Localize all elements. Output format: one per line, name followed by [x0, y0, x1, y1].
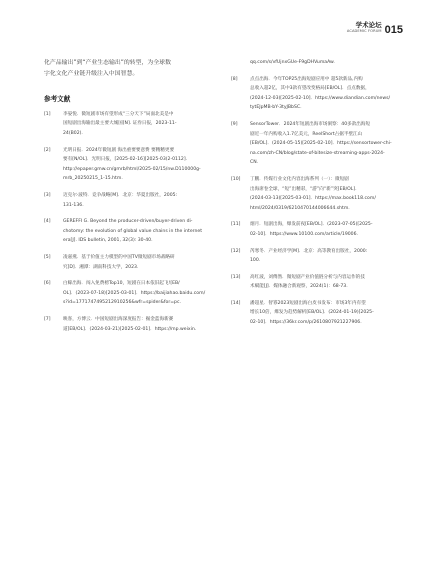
reference-line: 道[EB/OL]．(2024-03-21)[2025-02-01]．https://mp.weixin.	[63, 326, 197, 332]
reference-list-right	[231, 58, 391, 328]
reference-line: 02-10]．https://www.10100.com/article/19006.	[250, 231, 358, 237]
reference-line: tytEJpMB-bY-3tyJBbSC.	[250, 105, 302, 111]
reference-line: mrb_20250215_1-15.htm.	[63, 176, 123, 182]
reference-text	[250, 247, 391, 266]
column-title	[347, 22, 382, 34]
reference-line: http://epaper.gmw.cn/gmrb/html/2025-02/15/nw.D110000g-	[63, 166, 201, 172]
reference-number: [12]	[231, 248, 241, 254]
reference-line: 出海席卷全球，“短”出精彩，“游”向“新”突[EB/OL].	[250, 186, 357, 192]
column-title-en: ACADEMIC FORUM	[346, 29, 382, 33]
reference-number: [11]	[231, 222, 241, 228]
reference-item	[44, 253, 204, 272]
intro-line: 化产品输出”到“产业生态输出”的转型，为全球数	[44, 60, 171, 66]
reference-item	[231, 58, 391, 68]
reference-line: 100.	[250, 258, 261, 264]
reference-line: 光明日报．2024年微短剧 海出重要要意费 要精精更要	[63, 147, 175, 153]
reference-line: qq.com/s/vfUjnxGUe-F9gDHVumaAw.	[250, 60, 335, 65]
reference-number: [13]	[231, 274, 241, 280]
reference-line: chotomy: the evolution of global value chains in the internet	[63, 228, 202, 234]
reference-text	[63, 253, 204, 272]
reference-text	[250, 75, 391, 113]
page-header	[347, 22, 403, 36]
left-column	[44, 58, 204, 341]
reference-number: [8]	[231, 76, 238, 82]
reference-item	[44, 191, 204, 210]
reference-line: OL]．(2023-07-18)[2025-03-01]．https://baijiahao.baidu.com/	[63, 290, 206, 296]
reference-line: 究[D]．湘潭：湖南科技大学，2023.	[63, 264, 139, 270]
reference-line: 丁鹏．传媒行业文化内容出海系列（一）：微短剧	[250, 176, 349, 182]
reference-number: [4]	[44, 219, 51, 225]
reference-item	[44, 279, 204, 308]
reference-item	[44, 315, 204, 334]
reference-line: 国短剧出海输出最主要大城国[N]. 证券日报，2023-11-	[63, 121, 177, 127]
reference-line: 凌嘉燕．基于价值主力模型的中国TV微短剧市场战略研	[63, 254, 175, 260]
reference-item	[231, 75, 391, 113]
reference-line: 李晏悦．微短剧市场有望形成“三分天下”局面北美是中	[63, 111, 174, 117]
reference-text	[63, 146, 204, 184]
reference-number: [10]	[231, 176, 241, 182]
reference-line: era[J]. IDS bulletin, 2001, 32(3): 30-40.	[63, 238, 153, 244]
intro-line: 字化文化产业链升级注入中国智慧。	[44, 71, 139, 78]
reference-line: SensorTower．2024年短剧出海市场洞察：40多款出海短	[250, 121, 371, 127]
reference-line: 点点出海．今年TOP25出海短剧应用中 超5款新品,内购	[250, 76, 363, 82]
page-number: 015	[384, 24, 403, 36]
reference-line: html/2024/0319/6210470144006644.shtm.	[250, 205, 350, 211]
column-title-cn: 学术论坛	[355, 21, 382, 29]
reference-item	[231, 299, 391, 328]
reference-text	[63, 217, 204, 246]
reference-item	[231, 247, 391, 266]
reference-item	[231, 273, 391, 292]
reference-number: [2]	[44, 147, 51, 153]
right-column	[231, 58, 391, 335]
reference-item	[231, 175, 391, 213]
reference-line: 映客，方博云．中国短剧出海深度报告：掘金蓝海新赛	[63, 316, 174, 322]
reference-item	[231, 220, 391, 239]
reference-item	[231, 120, 391, 168]
reference-number: [1]	[44, 111, 51, 117]
reference-line: [EB/OL]．(2024-05-15)[2025-02-10]．https://sensortower-chi-	[250, 141, 392, 147]
references-heading: 参考文献	[44, 94, 71, 103]
reference-line: 02-10]．https://36kr.com/p/2610807921227906.	[250, 320, 362, 326]
reference-text	[250, 120, 392, 168]
reference-line: CN.	[250, 160, 259, 166]
reference-text	[250, 220, 391, 239]
reference-line: 131-136.	[63, 202, 84, 208]
reference-line: 高红波，刘傅然．微短剧产业价值链分析与内容运作的技	[250, 274, 365, 280]
reference-line: 潘超星．智寡2023短剧出海白皮书发布：市场3年内有望	[250, 300, 366, 306]
reference-number	[231, 58, 250, 68]
reference-line: 增长10倍，爆发为趋势解析[EB/OL]．(2024-01-19)[2025-	[250, 310, 374, 316]
reference-line: na.com/zh-CN/blog/state-of-bitesize-streaming-apps-2024-	[250, 150, 385, 156]
reference-item	[44, 217, 204, 246]
intro-paragraph	[44, 58, 204, 81]
reference-line: 芮寒冬．产业经济学[M]．北京：高等教育出版社，2000:	[250, 248, 368, 254]
reference-line: s?id=1771747495212910256&wfr=spider&for=pc.	[63, 300, 181, 306]
reference-line: 剧近一年内购收入1.7亿美元，ReelShort占据半壁江山	[250, 131, 363, 137]
reference-item	[44, 110, 204, 139]
reference-line: (2024-12-03)[2025-02-10]．https://www.diandian.com/news/	[250, 95, 391, 101]
reference-item	[44, 146, 204, 184]
reference-line: 总收入超2亿，其中3款有望改变格局[EB/OL]．点点数据，	[250, 86, 370, 92]
reference-text	[250, 273, 391, 292]
reference-line: 迈克尔·波特．竞争战略[M]．北京：华夏出版社，2005:	[63, 192, 178, 198]
reference-line: 烟月．短剧出海，爆发前夜[EB/OL]．(2023-07-05)[2025-	[250, 222, 373, 228]
reference-line: 24(B02).	[63, 131, 83, 136]
reference-text	[63, 315, 204, 334]
reference-line: 白鲸出海．闯入免费榜Top10，短剧在日本依旧起飞![EB/	[63, 281, 180, 287]
reference-line: (2024-03-13)[2025-03-01]．https://max.book118.com/	[250, 196, 376, 202]
reference-text	[250, 299, 391, 328]
reference-number: [7]	[44, 316, 51, 322]
reference-line: 要有[N/OL]．光明日报，[2025-02-16][2025-03(2-0112].	[63, 157, 188, 163]
reference-text	[250, 58, 391, 68]
reference-number: [6]	[44, 281, 51, 287]
reference-text	[250, 175, 391, 213]
reference-line: 术赋能[J]．媒体融合新观察，2024(1)：68-73.	[250, 284, 348, 290]
reference-number: [9]	[231, 121, 238, 127]
reference-number: [14]	[231, 300, 241, 306]
reference-text	[63, 191, 204, 210]
reference-text	[63, 110, 204, 139]
reference-line: GEREFFI G. Beyond the producer-driven/buyer-driven di-	[63, 219, 193, 225]
reference-list-left	[44, 110, 204, 334]
reference-number: [3]	[44, 192, 51, 198]
reference-number: [5]	[44, 254, 51, 260]
reference-text	[63, 279, 205, 308]
